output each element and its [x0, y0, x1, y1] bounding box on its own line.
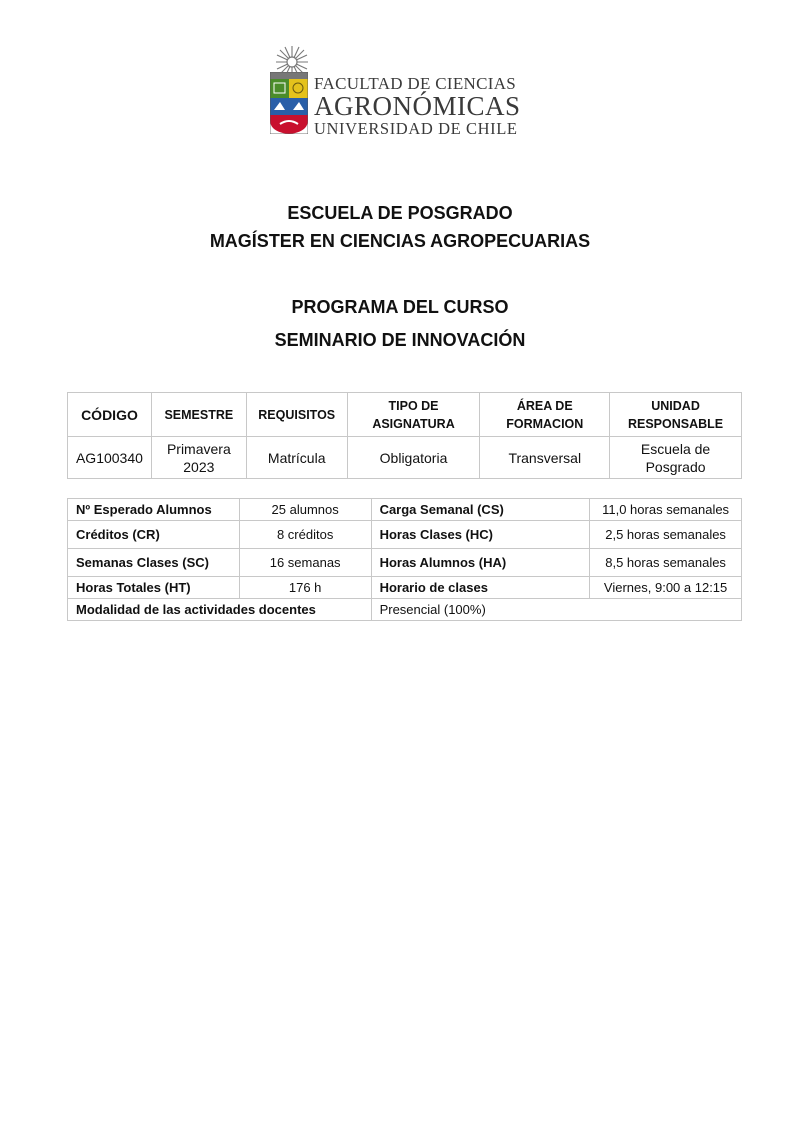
horario-clases-value: Viernes, 9:00 a 12:15 — [590, 577, 742, 599]
details-row — [68, 521, 742, 549]
header-requisitos: REQUISITOS — [246, 393, 347, 437]
carga-semanal-label: Carga Semanal (CS) — [371, 499, 590, 521]
document-type-title: PROGRAMA DEL CURSO — [291, 297, 509, 317]
details-row — [68, 549, 742, 577]
course-title: SEMINARIO DE INNOVACIÓN — [274, 330, 526, 350]
horas-clases-value: 2,5 horas semanales — [590, 521, 742, 549]
details-row — [68, 499, 742, 521]
value-tipo-asignatura: Obligatoria — [347, 437, 480, 479]
course-info-value-row — [68, 437, 742, 479]
semanas-clases-value: 16 semanas — [239, 549, 371, 577]
course-details-table — [67, 498, 742, 621]
value-requisitos: Matrícula — [246, 437, 347, 479]
esperado-alumnos-value: 25 alumnos — [239, 499, 371, 521]
creditos-label: Créditos (CR) — [68, 521, 240, 549]
header-unidad-responsable: UNIDAD RESPONSABLE — [610, 393, 742, 437]
logo-line-3: UNIVERSIDAD DE CHILE — [314, 119, 518, 138]
shield-crest-icon — [270, 72, 308, 134]
logo-line-2: AGRONÓMICAS — [314, 91, 521, 121]
logo-line-1: FACULTAD DE CIENCIAS — [314, 74, 517, 93]
semanas-clases-label: Semanas Clases (SC) — [68, 549, 240, 577]
course-info-header-row — [68, 393, 742, 437]
carga-semanal-value: 11,0 horas semanales — [590, 499, 742, 521]
header-tipo-asignatura: TIPO DE ASIGNATURA — [347, 393, 480, 437]
creditos-value: 8 créditos — [239, 521, 371, 549]
horas-alumnos-value: 8,5 horas semanales — [590, 549, 742, 577]
horas-alumnos-label: Horas Alumnos (HA) — [371, 549, 590, 577]
value-unidad-responsable: Escuela de Posgrado — [610, 437, 742, 479]
horas-totales-value: 176 h — [239, 577, 371, 599]
esperado-alumnos-label: Nº Esperado Alumnos — [68, 499, 240, 521]
school-title: ESCUELA DE POSGRADO — [287, 203, 513, 223]
header-codigo: CÓDIGO — [68, 393, 152, 437]
value-codigo: AG100340 — [68, 437, 152, 479]
value-area-formacion: Transversal — [480, 437, 610, 479]
program-title: MAGÍSTER EN CIENCIAS AGROPECUARIAS — [209, 231, 591, 251]
course-info-table — [67, 392, 742, 479]
details-row — [68, 577, 742, 599]
faculty-name — [314, 74, 521, 138]
modalidad-label: Modalidad de las actividades docentes — [68, 599, 372, 621]
horario-clases-label: Horario de clases — [371, 577, 590, 599]
modalidad-value: Presencial (100%) — [371, 599, 741, 621]
horas-totales-label: Horas Totales (HT) — [68, 577, 240, 599]
header-semestre: SEMESTRE — [151, 393, 246, 437]
horas-clases-label: Horas Clases (HC) — [371, 521, 590, 549]
details-row — [68, 599, 742, 621]
header-area-formacion: ÁREA DE FORMACION — [480, 393, 610, 437]
value-semestre: Primavera 2023 — [151, 437, 246, 479]
faculty-logo — [266, 44, 526, 136]
